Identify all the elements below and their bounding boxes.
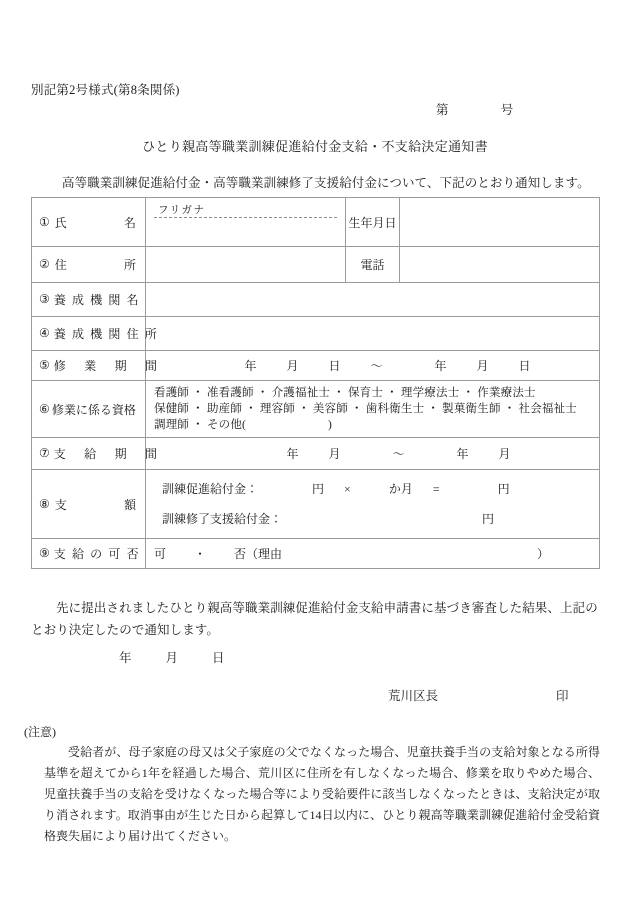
table-row-decision (32, 539, 600, 569)
promotion-allowance-line[interactable] (162, 474, 591, 504)
table-row-study-period (32, 351, 600, 381)
row-number-7: ⑦ (39, 446, 50, 460)
row-label-institution-name (32, 283, 146, 317)
closing-paragraph: 先に提出されましたひとり親高等職業訓練促進給付金支給申請書に基づき審査した結果、上記のとおり決定したので通知します。 (31, 601, 598, 637)
table-row-address (32, 247, 600, 283)
row-number-2: ② (39, 257, 50, 271)
table-row-payment-amount (32, 470, 600, 539)
row-number-1: ① (39, 214, 50, 229)
decision-date-month: 月 (165, 651, 179, 665)
promotion-allowance-yen-1: 円 (312, 482, 325, 496)
phone-label: 電話 (346, 247, 400, 283)
decision-reason-open: （理由 (246, 547, 283, 561)
payment-period-input-cell[interactable] (146, 438, 600, 470)
completion-support-line[interactable] (162, 504, 591, 534)
equals-sign: = (432, 482, 440, 496)
notes-heading: (注意) (24, 725, 56, 739)
decision-date-line[interactable] (85, 648, 225, 666)
notes-body: 受給者が、母子家庭の母又は父子家庭の父でなくなった場合、児童扶養手当の支給対象となる所得基準を超えてから1年を経過した場合、荒川区に住所を有しなくなった場合、修業を取りやめた場合、児童扶養手当の支給を受けなくなった場合等により受給要件に該当しなくなったときは、支給決定が取り消されます。取消事由が生じた日から起算して14日以内に、ひとり親高等職業訓練促進給付金受給資格喪失届により届け出てください。 (44, 745, 600, 843)
row-number-9: ⑨ (39, 546, 50, 560)
seal-mark: 印 (556, 689, 569, 703)
promotion-allowance-label: 訓練促進給付金： (162, 482, 259, 496)
row-label-decision-text: 支 給 の 可 否 (53, 547, 141, 561)
table-row-institution-address (32, 317, 600, 351)
table-row-payment-period (32, 438, 600, 470)
completion-support-yen: 円 (482, 512, 495, 526)
row-label-payment-amount-left: 支 (54, 497, 67, 512)
furigana-label: フリガナ (158, 205, 206, 216)
study-period-tilde: ～ (370, 359, 383, 373)
row-label-study-period (32, 351, 161, 381)
row-label-payment-amount (32, 470, 146, 539)
qualification-line-3[interactable]: 調理師 ・ その他( ) (154, 419, 333, 431)
row-number-5: ⑤ (39, 358, 50, 372)
promotion-allowance-months: か月 (388, 482, 413, 496)
decision-deny-option[interactable]: 否 (234, 547, 247, 561)
institution-name-input-cell[interactable] (146, 283, 600, 317)
institution-address-input-cell[interactable] (146, 317, 600, 351)
closing-statement (31, 597, 600, 641)
row-label-payment-period (32, 438, 161, 470)
decision-date-day: 日 (212, 651, 225, 665)
promotion-allowance-yen-2: 円 (497, 482, 510, 496)
document-number-suffix: 号 (500, 103, 514, 117)
qualifications-cell[interactable] (146, 381, 600, 438)
payment-period-tilde: ～ (392, 447, 405, 461)
decision-reason-close: ） (537, 547, 550, 561)
completion-support-label: 訓練修了支援給付金： (162, 512, 283, 526)
payment-period-year2: 年 (456, 447, 469, 461)
row-label-institution-address-text: 養 成 機 関 住 所 (53, 327, 159, 341)
row-label-qualifications (32, 381, 146, 438)
decision-separator: ・ (194, 547, 207, 561)
row-number-3: ③ (39, 292, 50, 306)
birthdate-label: 生年月日 (346, 198, 400, 247)
study-period-day: 日 (328, 359, 341, 373)
payment-period-month: 月 (328, 447, 341, 461)
row-label-address-right: 所 (123, 258, 136, 272)
document-number (436, 100, 513, 118)
document-number-prefix: 第 (436, 103, 449, 117)
qualification-line-1[interactable]: 看護師 ・ 准看護師 ・ 介護福祉士 ・ 保育士 ・ 理学療法士 ・ 作業療法士 (154, 387, 536, 399)
address-input-cell[interactable] (146, 247, 346, 283)
row-number-8: ⑧ (39, 496, 50, 511)
payment-period-year: 年 (286, 447, 299, 461)
name-input-cell[interactable] (146, 198, 346, 247)
form-code: 別記第2号様式(第8条関係) (31, 83, 180, 97)
decision-date-year: 年 (119, 651, 132, 665)
study-period-month2: 月 (476, 359, 489, 373)
payment-amount-cell[interactable] (146, 470, 600, 539)
row-label-name-left: 氏 (54, 215, 67, 230)
row-label-study-period-text: 修 業 期 間 (53, 359, 161, 373)
study-period-month: 月 (286, 359, 299, 373)
birthdate-input-cell[interactable] (400, 198, 600, 247)
furigana-rule (154, 217, 337, 218)
decision-approve-option[interactable]: 可 (154, 547, 167, 561)
decision-cell[interactable] (146, 539, 600, 569)
study-period-input-cell[interactable] (146, 351, 600, 381)
row-label-payment-amount-right: 額 (123, 497, 136, 512)
row-label-address-left: 住 (54, 258, 67, 272)
row-label-qualifications-text: 修業に係る資格 (51, 402, 136, 417)
phone-input-cell[interactable] (400, 247, 600, 283)
intro-text: 高等職業訓練促進給付金・高等職業訓練修了支援給付金について、下記のとおり通知します。 (62, 176, 590, 190)
row-label-payment-period-text: 支 給 期 間 (53, 447, 161, 461)
study-period-year: 年 (244, 359, 257, 373)
qualification-line-2[interactable]: 保健師 ・ 助産師 ・ 理容師 ・ 美容師 ・ 歯科衛生士 ・ 製菓衛生師 ・ 社会福祉士 (154, 403, 577, 415)
row-label-name-right: 名 (123, 215, 136, 230)
multiply-sign: × (344, 482, 351, 496)
application-form-table (31, 197, 600, 569)
row-number-4: ④ (39, 326, 50, 340)
signer-name: 荒川区長 (388, 689, 439, 703)
row-label-address (32, 247, 146, 283)
row-label-decision (32, 539, 146, 569)
signature-line (388, 686, 569, 704)
row-label-name (32, 198, 146, 247)
study-period-day2: 日 (518, 359, 531, 373)
row-label-institution-address (32, 317, 159, 351)
study-period-year2: 年 (434, 359, 447, 373)
payment-period-month2: 月 (498, 447, 511, 461)
row-label-institution-name-text: 養 成 機 関 名 (53, 293, 141, 307)
row-number-6: ⑥ (39, 401, 50, 416)
table-row-institution-name (32, 283, 600, 317)
table-row-qualifications (32, 381, 600, 438)
document-title: ひとり親高等職業訓練促進給付金支給・不支給決定通知書 (142, 139, 488, 154)
table-row-name (32, 198, 600, 247)
